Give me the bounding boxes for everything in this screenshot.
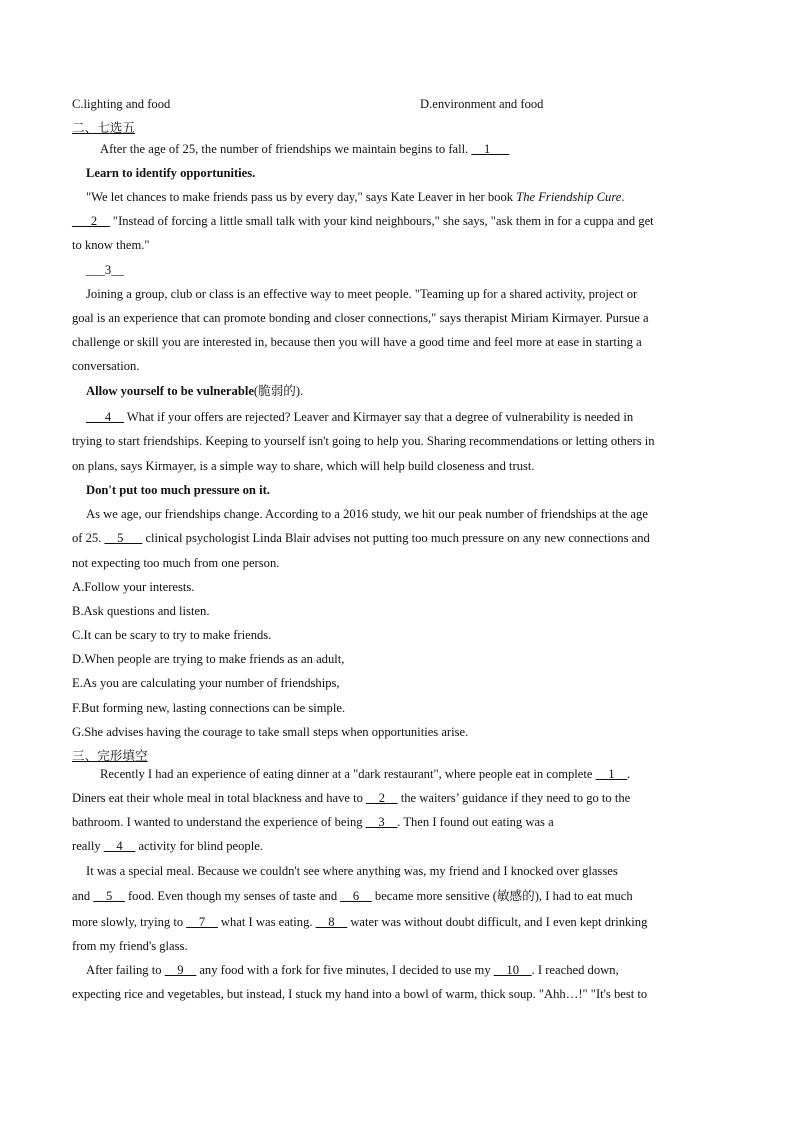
paragraph-line: to know them." [72, 238, 150, 252]
paragraph-line: "We let chances to make friends pass us by every day," says Kate Leaver in her book The Friendship Cure. [86, 190, 625, 204]
intro-paragraph: After the age of 25, the number of friendships we maintain begins to fall. __1___ [100, 142, 510, 156]
option-f: F.But forming new, lasting connections can be simple. [72, 701, 346, 715]
blank-5: __5___ [104, 531, 143, 545]
blank-2: ___2__ [72, 214, 110, 228]
paragraph-line: Recently I had an experience of eating dinner at a "dark restaurant", where people eat in complete __1__. [100, 767, 631, 781]
cloze-blank-2: __2__ [366, 791, 398, 805]
paragraph-line: Joining a group, club or class is an effective way to meet people. "Teaming up for a shared activity, project or [86, 287, 638, 301]
subheading-identify-opportunities: Learn to identify opportunities. [86, 166, 256, 180]
section-heading-seven-choose-five: 二、七选五 [72, 121, 135, 135]
paragraph-line: ___2__ "Instead of forcing a little small talk with your kind neighbours," she says, "ask them in for a cuppa and get [72, 214, 654, 228]
option-a: A.Follow your interests. [72, 580, 195, 594]
paragraph-line: ___4__ What if your offers are rejected? Leaver and Kirmayer say that a degree of vulnerability is needed in [86, 410, 634, 424]
cloze-blank-7: __7__ [186, 915, 218, 929]
option-e: E.As you are calculating your number of friendships, [72, 676, 340, 690]
book-title: The Friendship Cure [516, 190, 622, 204]
paragraph-line: After failing to __9__ any food with a fork for five minutes, I decided to use my __10__. I reached down, [86, 963, 619, 977]
paragraph-line: not expecting too much from one person. [72, 556, 280, 570]
paragraph-line: more slowly, trying to __7__ what I was eating. __8__ water was without doubt difficult, and I even kept drinking [72, 915, 648, 929]
cloze-blank-9: __9__ [164, 963, 197, 977]
option-c: C.lighting and food [72, 97, 171, 111]
blank-1: __1___ [471, 142, 510, 156]
cloze-blank-3: __3__ [365, 815, 398, 829]
paragraph-line: on plans, says Kirmayer, is a simple way to share, which will help build closeness and trust. [72, 459, 535, 473]
paragraph-line: expecting rice and vegetables, but instead, I stuck my hand into a bowl of warm, thick soup. "Ahh…!" "It's best to [72, 987, 648, 1001]
paragraph-line: really __4__ activity for blind people. [72, 839, 263, 853]
cloze-blank-1: __1__ [595, 767, 628, 781]
option-g: G.She advises having the courage to take small steps when opportunities arise. [72, 725, 469, 739]
paragraph-line: of 25. __5___ clinical psychologist Linda Blair advises not putting too much pressure on any new connections and [72, 531, 650, 545]
paragraph-line: As we age, our friendships change. According to a 2016 study, we hit our peak number of friendships at the age [86, 507, 648, 521]
cloze-blank-5: __5__ [93, 889, 125, 903]
option-c: C.It can be scary to try to make friends. [72, 628, 272, 642]
blank-3: ___3__ [86, 263, 124, 277]
paragraph-line: It was a special meal. Because we couldn't see where anything was, my friend and I knocked over glasses [86, 864, 618, 878]
paragraph-line: goal is an experience that can promote bonding and closer connections," says therapist Miriam Kirmayer. Pursue a [72, 311, 649, 325]
paragraph-line: and __5__ food. Even though my senses of taste and __6__ became more sensitive (敏感的), I had to eat much [72, 889, 633, 903]
paragraph-line: bathroom. I wanted to understand the experience of being __3__. Then I found out eating was a [72, 815, 554, 829]
option-d: D.When people are trying to make friends as an adult, [72, 652, 345, 666]
subheading-pressure: Don't put too much pressure on it. [86, 483, 270, 497]
section-heading-cloze: 三、完形填空 [72, 749, 148, 763]
option-b: B.Ask questions and listen. [72, 604, 210, 618]
paragraph-line: challenge or skill you are interested in, because then you will have a good time and feel more at ease in starting a [72, 335, 642, 349]
option-d: D.environment and food [420, 97, 544, 111]
subheading-vulnerable: Allow yourself to be vulnerable(脆弱的). [86, 384, 304, 398]
paragraph-line: from my friend's glass. [72, 939, 188, 953]
cloze-blank-10: __10__ [493, 963, 532, 977]
paragraph-line: conversation. [72, 359, 140, 373]
paragraph-line: Diners eat their whole meal in total blackness and have to __2__ the waiters’ guidance if they need to go to the [72, 791, 631, 805]
cloze-blank-8: __8__ [315, 915, 348, 929]
blank-4: ___4__ [86, 410, 124, 424]
paragraph-line: trying to start friendships. Keeping to yourself isn't going to help you. Sharing recommendations or letting others in [72, 434, 655, 448]
option-row-top [72, 95, 722, 113]
cloze-blank-6: __6__ [340, 889, 372, 903]
cloze-blank-4: __4__ [103, 839, 136, 853]
